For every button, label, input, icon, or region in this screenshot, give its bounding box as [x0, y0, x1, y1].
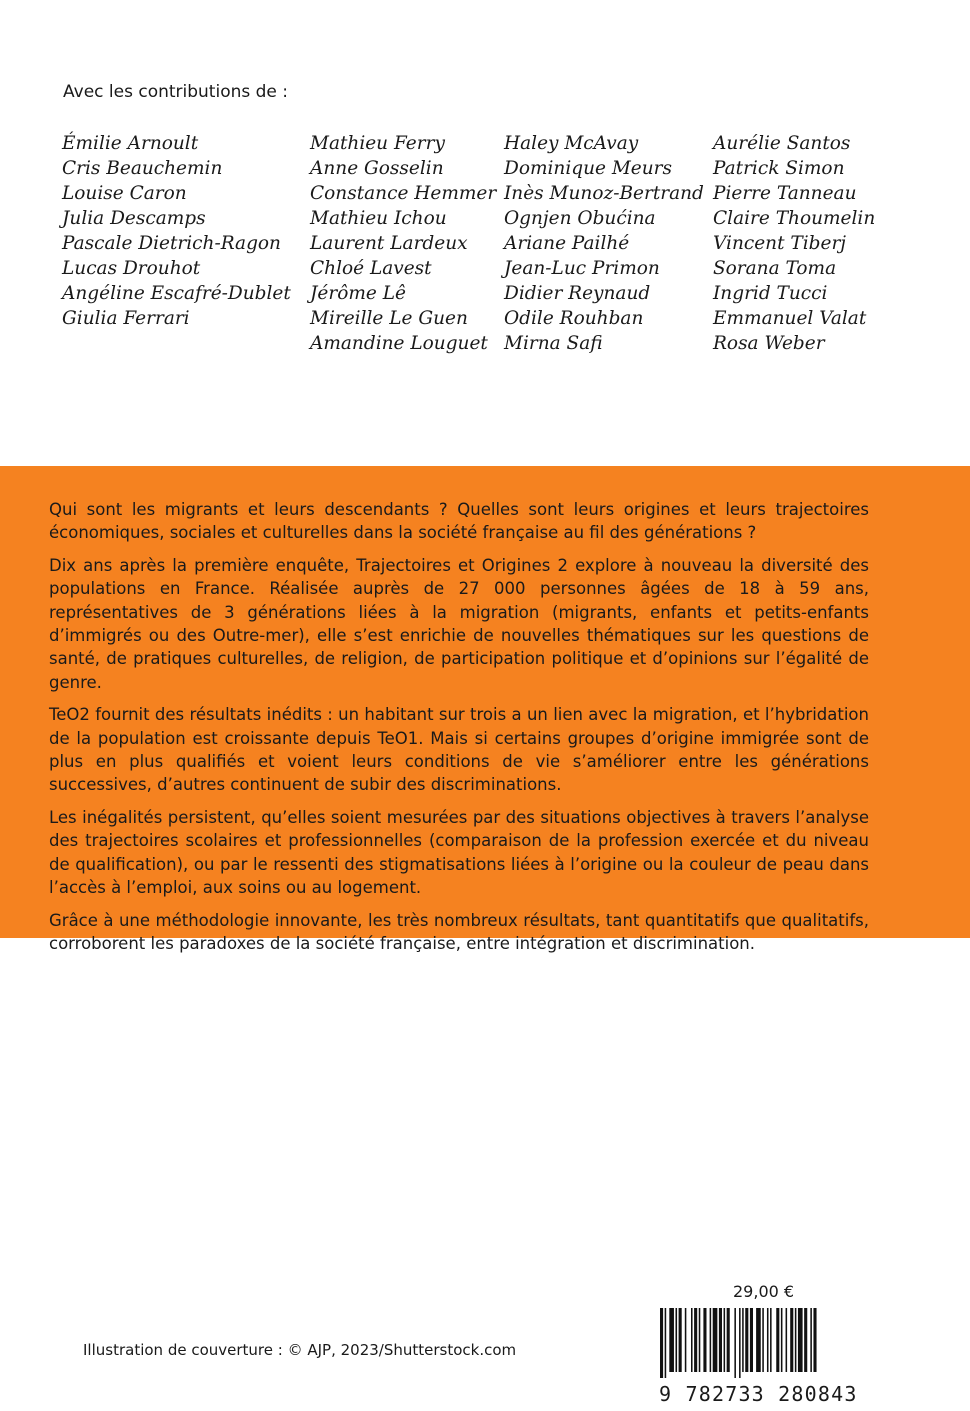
barcode-bar	[795, 1308, 797, 1372]
barcode-bar	[691, 1308, 693, 1372]
contributor-name: Laurent Lardeux	[310, 233, 468, 254]
contributor-name: Ariane Pailhé	[504, 233, 630, 254]
barcode-graphic	[660, 1308, 865, 1378]
contributor-name: Pierre Tanneau	[713, 183, 857, 204]
barcode-bar	[710, 1308, 712, 1372]
price-label: 29,00 €	[733, 1282, 795, 1301]
barcode-bar	[679, 1308, 682, 1372]
barcode-bar	[724, 1308, 726, 1372]
contributor-name: Mirna Safi	[504, 333, 603, 354]
barcode-bar	[776, 1308, 779, 1372]
contributor-name: Rosa Weber	[713, 333, 825, 354]
summary-paragraph-5: Grâce à une méthodologie innovante, les très nombreux résultats, tant quantitatifs que qualitatifs, corroborent les paradoxes de la société française, entre intégration et discrimination.	[49, 910, 869, 953]
contributors-intro: Avec les contributions de :	[63, 82, 289, 102]
contributors-column-3	[504, 131, 704, 356]
barcode-bar	[699, 1308, 701, 1372]
contributor-name: Constance Hemmer	[310, 183, 497, 204]
contributor-name: Cris Beauchemin	[62, 158, 223, 179]
contributor-name: Mathieu Ichou	[310, 208, 447, 229]
barcode-bar	[750, 1308, 753, 1372]
contributor-name: Anne Gosselin	[310, 158, 444, 179]
barcode-bar	[727, 1308, 730, 1372]
barcode-bar	[703, 1308, 706, 1372]
contributor-name: Claire Thoumelin	[713, 208, 876, 229]
barcode-bar	[739, 1308, 741, 1378]
barcode-bar	[719, 1308, 722, 1372]
barcode	[660, 1308, 865, 1378]
barcode-bar	[694, 1308, 697, 1372]
contributor-name: Inès Munoz-Bertrand	[504, 183, 704, 204]
barcode-bar	[676, 1308, 678, 1372]
barcode-bar	[742, 1308, 744, 1372]
contributor-name: Jean-Luc Primon	[504, 258, 660, 279]
contributor-name: Pascale Dietrich-Ragon	[62, 233, 281, 254]
barcode-bar	[770, 1308, 772, 1372]
barcode-bar	[685, 1308, 687, 1372]
contributor-name: Giulia Ferrari	[62, 308, 190, 329]
contributors-column-2	[310, 131, 496, 356]
isbn-number: 9 782733 280843	[659, 1382, 858, 1406]
barcode-bar	[762, 1308, 764, 1372]
contributor-name: Sorana Toma	[713, 258, 837, 279]
contributor-name: Emmanuel Valat	[713, 308, 867, 329]
barcode-bar	[713, 1308, 718, 1372]
contributor-name: Mireille Le Guen	[310, 308, 468, 329]
barcode-bar	[669, 1308, 674, 1372]
summary-text	[49, 498, 869, 964]
contributor-name: Didier Reynaud	[504, 283, 651, 304]
contributor-name: Odile Rouhban	[504, 308, 644, 329]
contributor-name: Ingrid Tucci	[713, 283, 828, 304]
cover-illustration-credit: Illustration de couverture : © AJP, 2023/Shutterstock.com	[83, 1341, 517, 1359]
contributor-name: Angéline Escafré-Dublet	[62, 283, 291, 304]
summary-paragraph-4: Les inégalités persistent, qu’elles soient mesurées par des situations objectives à travers l’analyse des trajectoires scolaires et professionnelles (comparaison de la profession exercée et du niveau de qualification), ou par le ressenti des stigmatisations liées à l’origine ou la couleur de peau dans l’accès à l’emploi, aux soins ou au logement.	[49, 807, 869, 898]
barcode-bar	[665, 1308, 667, 1378]
contributor-name: Émilie Arnoult	[62, 133, 199, 154]
barcode-bar	[813, 1308, 816, 1372]
barcode-bar	[767, 1308, 769, 1372]
contributor-name: Haley McAvay	[504, 133, 639, 154]
barcode-bar	[745, 1308, 748, 1372]
contributor-name: Jérôme Lê	[310, 283, 406, 304]
contributors-column-1	[62, 131, 291, 331]
barcode-bar	[798, 1308, 803, 1372]
contributor-name: Louise Caron	[62, 183, 187, 204]
contributor-name: Chloé Lavest	[310, 258, 432, 279]
summary-paragraph-3: TeO2 fournit des résultats inédits : un habitant sur trois a un lien avec la migration, et l’hybridation de la population est croissante depuis TeO1. Mais si certains groupes d’origine immigrée sont de plus en plus qualifiés et voient leurs conditions de vie s’améliorer entre les générations successives, d’autres continuent de subir des discriminations.	[49, 705, 869, 795]
contributor-name: Vincent Tiberj	[713, 233, 847, 254]
contributor-name: Dominique Meurs	[504, 158, 672, 179]
contributor-name: Ognjen Obućina	[504, 208, 656, 229]
barcode-bar	[810, 1308, 812, 1372]
contributor-name: Aurélie Santos	[713, 133, 851, 154]
barcode-bar	[660, 1308, 663, 1378]
barcode-bar	[804, 1308, 807, 1372]
contributor-name: Julia Descamps	[62, 208, 206, 229]
contributor-name: Lucas Drouhot	[62, 258, 201, 279]
summary-paragraph-1: Qui sont les migrants et leurs descendants ? Quelles sont leurs origines et leurs trajectoires économiques, sociales et culturelles dans la société française au fil des générations ?	[49, 500, 869, 543]
barcode-bar	[781, 1308, 783, 1372]
contributor-name: Patrick Simon	[713, 158, 845, 179]
contributor-name: Mathieu Ferry	[310, 133, 445, 154]
contributors-column-4	[713, 131, 875, 356]
barcode-bar	[756, 1308, 761, 1372]
barcode-bar	[734, 1308, 736, 1378]
contributor-name: Amandine Louguet	[310, 333, 488, 354]
summary-paragraph-2: Dix ans après la première enquête, Trajectoires et Origines 2 explore à nouveau la diversité des populations en France. Réalisée auprès de 27 000 personnes âgées de 18 à 59 ans, représentatives de 3 générations liées à la migration (migrants, enfants et petits-enfants d’immigrés ou des Outre-mer), elle s’est enrichie de nouvelles thématiques sur les questions de santé, de pratiques culturelles, de religion, de participation politique et d’opinions sur l’égalité de genre.	[49, 555, 869, 692]
barcode-bar	[786, 1308, 788, 1372]
barcode-bar	[790, 1308, 793, 1372]
